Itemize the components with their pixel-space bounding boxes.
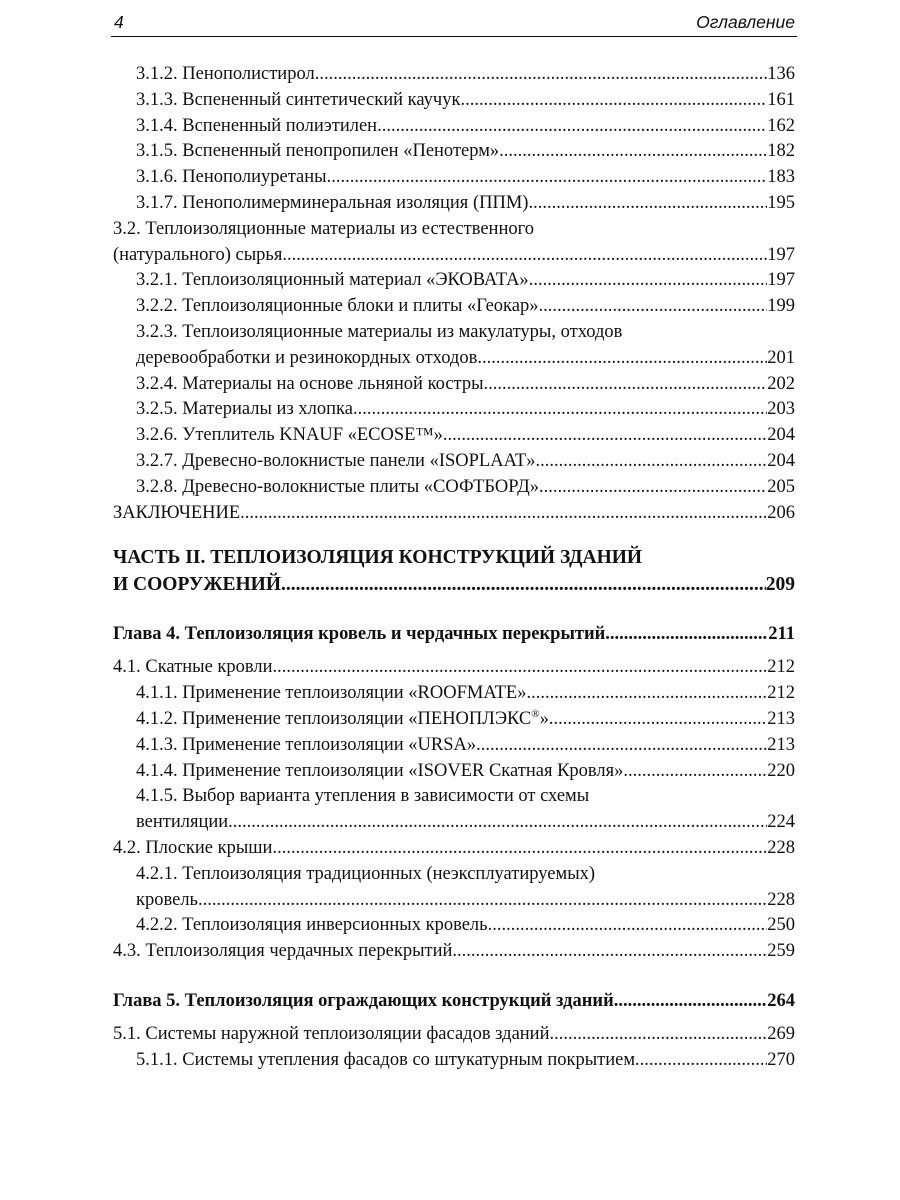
page-ref: 162 [767,115,795,136]
toc-chapter-5[interactable]: Глава 5. Теплоизоляция ограждающих конструкций зданий ..... 264 [113,988,795,1014]
toc-entry-3-2-3[interactable]: 3.2.3. Теплоизоляционные материалы из макулатуры, отходов деревообработки и резинокордных отходов ..... 201 [113,320,795,372]
page-ref: 195 [767,192,795,213]
toc-entry-3-2[interactable]: 3.2. Теплоизоляционные материалы из естественного (натурального) сырья ..... 197 [113,217,795,269]
page-ref: 211 [768,624,795,645]
toc-entry-4-1[interactable]: 4.1. Скатные кровли ..... 212 [113,655,795,681]
toc-entry-4-2-2[interactable]: 4.2.2. Теплоизоляция инверсионных кровель ..... 250 [113,913,795,939]
page-ref: 264 [767,990,795,1011]
toc-entry-4-2[interactable]: 4.2. Плоские крыши ..... 228 [113,836,795,862]
page-ref: 161 [767,89,795,110]
page-ref: 250 [767,915,795,936]
toc-entry-conclusion[interactable]: ЗАКЛЮЧЕНИЕ ..... 206 [113,501,795,527]
page-ref: 206 [767,502,795,523]
toc-entry-5-1-1[interactable]: 5.1.1. Системы утепления фасадов со штукатурным покрытием ..... 270 [113,1048,795,1074]
page-ref: 182 [767,141,795,162]
page-ref: 197 [767,270,795,291]
page-ref: 183 [767,167,795,188]
toc-entry-3-1-6[interactable]: 3.1.6. Пенополиуретаны ..... 183 [113,165,795,191]
page-ref: 212 [767,657,795,678]
registered-mark: ® [531,707,540,720]
page-number: 4 [114,12,124,32]
page-ref: 213 [767,708,795,729]
toc-entry-3-2-4[interactable]: 3.2.4. Материалы на основе льняной костры ..... 202 [113,372,795,398]
toc-entry-3-2-5[interactable]: 3.2.5. Материалы из хлопка ..... 203 [113,397,795,423]
page-ref: 136 [767,64,795,84]
toc-entry-3-2-6[interactable]: 3.2.6. Утеплитель KNAUF «ECOSE™» ..... 204 [113,423,795,449]
toc-entry-3-1-3[interactable]: 3.1.3. Вспененный синтетический каучук ..... 161 [113,88,795,114]
toc-entry-3-2-8[interactable]: 3.2.8. Древесно-волокнистые плиты «СОФТБОРД» ..... 205 [113,475,795,501]
toc-entry-4-1-3[interactable]: 4.1.3. Применение теплоизоляции «URSA» ..... 213 [113,733,795,759]
page-ref: 259 [767,941,795,962]
page-ref: 203 [767,399,795,420]
toc-entry-3-1-7[interactable]: 3.1.7. Пенополимерминеральная изоляция (ППМ) ..... 195 [113,191,795,217]
toc-entry-3-2-7[interactable]: 3.2.7. Древесно-волокнистые панели «ISOPLAAT» ..... 204 [113,449,795,475]
toc-entry-3-1-5[interactable]: 3.1.5. Вспененный пенопропилен «Пенотерм» ..... 182 [113,139,795,165]
toc-entry-4-1-5[interactable]: 4.1.5. Выбор варианта утепления в зависимости от схемы вентиляции ..... 224 [113,784,795,836]
toc-part-2[interactable]: ЧАСТЬ II. ТЕПЛОИЗОЛЯЦИЯ КОНСТРУКЦИЙ ЗДАНИЙ И СООРУЖЕНИЙ ..... 209 [113,544,795,598]
page-ref: 270 [767,1049,795,1070]
page-ref: 201 [767,347,795,368]
page-ref: 204 [767,425,795,446]
toc-chapter-4[interactable]: Глава 4. Теплоизоляция кровель и чердачных перекрытий ..... 211 [113,621,795,647]
toc-entry-3-1-2[interactable]: 3.1.2. Пенополистирол ..... 136 [113,62,795,88]
page-ref: 202 [767,373,795,394]
toc-entry-4-1-2[interactable]: 4.1.2. Применение теплоизоляции «ПЕНОПЛЭКС®» ..... 213 [113,707,795,733]
toc-entry-4-1-1[interactable]: 4.1.1. Применение теплоизоляции «ROOFMATE» ..... 212 [113,681,795,707]
table-of-contents [113,62,795,1074]
page-ref: 197 [767,244,795,265]
page-ref: 205 [767,476,795,497]
page-ref: 228 [767,889,795,910]
page-ref: 228 [767,837,795,858]
page-ref: 212 [767,683,795,704]
running-title: Оглавление [696,12,795,32]
page-ref: 269 [767,1023,795,1044]
toc-entry-4-3[interactable]: 4.3. Теплоизоляция чердачных перекрытий ..... 259 [113,939,795,965]
page-ref: 199 [767,296,795,317]
toc-entry-3-1-4[interactable]: 3.1.4. Вспененный полиэтилен ..... 162 [113,114,795,140]
toc-entry-4-1-4[interactable]: 4.1.4. Применение теплоизоляции «ISOVER Скатная Кровля» ..... 220 [113,759,795,785]
page-ref: 209 [765,574,795,596]
page-ref: 224 [767,812,795,833]
toc-entry-4-2-1[interactable]: 4.2.1. Теплоизоляция традиционных (неэксплуатируемых) кровель ..... 228 [113,862,795,914]
page-ref: 204 [767,450,795,471]
page-ref: 220 [767,760,795,781]
toc-entry-5-1[interactable]: 5.1. Системы наружной теплоизоляции фасадов зданий ..... 269 [113,1022,795,1048]
page-ref: 213 [767,734,795,755]
page-header [111,10,797,37]
toc-entry-3-2-2[interactable]: 3.2.2. Теплоизоляционные блоки и плиты «Геокар» ..... 199 [113,294,795,320]
toc-entry-3-2-1[interactable]: 3.2.1. Теплоизоляционный материал «ЭКОВАТА» ..... 197 [113,268,795,294]
